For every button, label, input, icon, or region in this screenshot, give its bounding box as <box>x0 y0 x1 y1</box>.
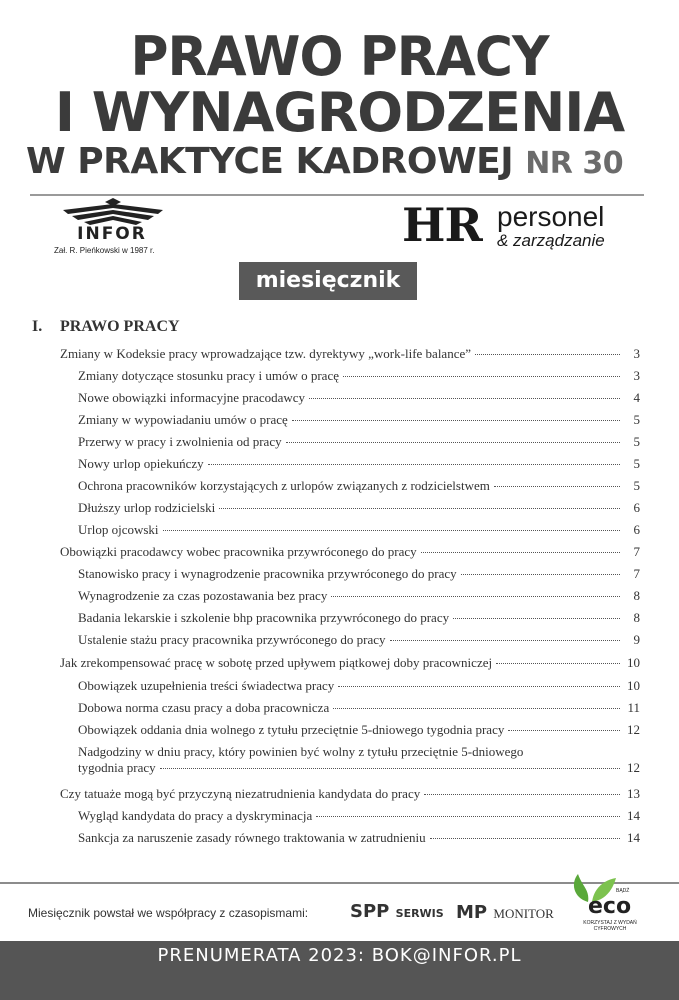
toc-page: 3 <box>633 368 640 383</box>
toc-page: 5 <box>633 456 640 471</box>
toc-page: 5 <box>633 412 640 427</box>
toc-entry[interactable] <box>78 830 640 846</box>
toc-leader <box>453 618 620 619</box>
toc-page: 8 <box>633 588 640 603</box>
mp-mark: MP <box>456 902 488 923</box>
toc-entry[interactable] <box>78 632 640 648</box>
toc-label: Wynagrodzenie za czas pozostawania bez pracy <box>78 588 328 603</box>
periodicity-badge: miesięcznik <box>239 262 417 300</box>
title-line-1: PRAWO PRACY <box>130 25 549 88</box>
hr-logo: HR <box>402 198 482 252</box>
toc-leader <box>286 442 620 443</box>
toc-page: 14 <box>627 830 640 845</box>
toc-label: Jak zrekompensować pracę w sobotę przed upływem piątkowej doby pracowniczej <box>60 655 493 670</box>
toc-label: Stanowisko pracy i wynagrodzenie pracownika przywróconego do pracy <box>78 566 457 581</box>
toc-leader <box>508 730 620 731</box>
toc-label: Obowiązki pracodawcy wobec pracownika przywróconego do pracy <box>60 544 417 559</box>
eco-word: eco <box>588 894 632 919</box>
toc-label: Nowy urlop opiekuńczy <box>78 456 204 471</box>
toc-label: Obowiązek uzupełnienia treści świadectwa pracy <box>78 678 335 693</box>
toc-page: 9 <box>633 632 640 647</box>
toc-leader <box>494 486 620 487</box>
toc-entry[interactable] <box>78 808 640 824</box>
toc-label: Urlop ojcowski <box>78 522 159 537</box>
toc-page: 10 <box>627 678 640 693</box>
toc-page: 7 <box>633 544 640 559</box>
toc-page: 5 <box>633 478 640 493</box>
toc-label: Dobowa norma czasu pracy a doba pracownicza <box>78 700 330 715</box>
toc-page: 5 <box>633 434 640 449</box>
toc-entry[interactable] <box>78 478 640 494</box>
toc-page: 4 <box>633 390 640 405</box>
toc-entry[interactable] <box>78 722 640 738</box>
eco-top-text: BĄDŹ <box>616 888 630 894</box>
toc-entry[interactable] <box>78 522 640 538</box>
toc-entry[interactable] <box>78 566 640 582</box>
toc-leader <box>316 816 620 817</box>
toc-leader <box>292 420 620 421</box>
toc-label: Ochrona pracowników korzystających z urlopów związanych z rodzicielstwem <box>78 478 490 493</box>
toc-entry[interactable] <box>78 412 640 428</box>
toc-entry[interactable] <box>78 678 640 694</box>
toc-leader <box>309 398 620 399</box>
cooperation-note: Miesięcznik powstał we współpracy z czasopismami: <box>28 906 309 920</box>
toc-leader <box>461 574 620 575</box>
toc-label: Wygląd kandydata do pracy a dyskryminacja <box>78 808 313 823</box>
toc-entry[interactable] <box>78 500 640 516</box>
toc-page: 8 <box>633 610 640 625</box>
toc-leader <box>496 663 620 664</box>
infor-name: INFOR <box>77 224 147 244</box>
toc-label-line-2: tygodnia pracy <box>78 760 156 775</box>
monitor-logo <box>456 902 554 923</box>
title-line-2: I WYNAGRODZENIA <box>54 81 625 144</box>
toc-page: 14 <box>627 808 640 823</box>
toc-leader <box>421 552 620 553</box>
toc-entry[interactable] <box>60 346 640 362</box>
toc-page: 10 <box>627 655 640 670</box>
toc-entry[interactable] <box>78 390 640 406</box>
toc-leader <box>219 508 620 509</box>
toc-label: Dłuższy urlop rodzicielski <box>78 500 216 515</box>
toc-label: Czy tatuaże mogą być przyczyną niezatrudnienia kandydata do pracy <box>60 786 421 801</box>
toc-label: Zmiany w Kodeksie pracy wprowadzające tzw. dyrektywy „work-life balance” <box>60 346 472 361</box>
toc-label: Nowe obowiązki informacyjne pracodawcy <box>78 390 306 405</box>
toc-label: Obowiązek oddania dnia wolnego z tytułu przeciętnie 5-dniowego tygodnia pracy <box>78 722 505 737</box>
infor-subtitle: Zał. R. Pieńkowski w 1987 r. <box>54 246 155 255</box>
serwis-mark: SERWIS <box>395 907 444 920</box>
issue-number: NR 30 <box>525 146 624 181</box>
title-line-3 <box>26 141 624 182</box>
personel-logo: personel <box>497 201 605 232</box>
monitor-mark: MONITOR <box>493 906 554 921</box>
toc-entry[interactable] <box>60 544 640 560</box>
subscription-text[interactable]: PRENUMERATA 2023: BOK@INFOR.PL <box>157 945 522 966</box>
toc-page: 13 <box>627 786 640 801</box>
toc-leader <box>333 708 620 709</box>
toc-label-line-1: Nadgodziny w dniu pracy, który powinien być wolny z tytułu przeciętnie 5-dniowego <box>78 744 524 759</box>
toc-leader <box>338 686 620 687</box>
toc-entry[interactable] <box>78 610 640 626</box>
toc-label: Zmiany dotyczące stosunku pracy i umów o pracę <box>78 368 339 383</box>
toc-page: 12 <box>627 722 640 737</box>
toc-page: 12 <box>627 760 640 775</box>
toc-leader <box>343 376 620 377</box>
toc-page: 6 <box>633 522 640 537</box>
toc-entry[interactable] <box>78 588 640 604</box>
toc-page: 6 <box>633 500 640 515</box>
toc-leader <box>331 596 620 597</box>
zarzadzanie-logo: & zarządzanie <box>497 231 605 250</box>
toc-page: 11 <box>627 700 640 715</box>
title-line-3-text: W PRAKTYCE KADROWEJ <box>26 141 514 182</box>
toc-leader <box>208 464 620 465</box>
toc-label: Zmiany w wypowiadaniu umów o pracę <box>78 412 288 427</box>
section-heading <box>32 318 180 336</box>
toc-leader <box>390 640 620 641</box>
eco-logo <box>566 870 650 936</box>
toc-entry[interactable] <box>78 700 640 716</box>
toc-entry[interactable] <box>78 744 640 776</box>
toc-page: 3 <box>633 346 640 361</box>
toc-entry[interactable] <box>78 456 640 472</box>
toc-entry[interactable] <box>60 655 640 671</box>
eco-subtitle: KORZYSTAJ Z WYDAŃ CYFROWYCH <box>583 920 637 932</box>
toc-leader <box>475 354 620 355</box>
toc-label: Badania lekarskie i szkolenie bhp pracownika przywróconego do pracy <box>78 610 450 625</box>
spp-serwis-logo <box>350 901 444 922</box>
section-number: I. <box>32 318 43 335</box>
toc-entry[interactable] <box>78 368 640 384</box>
toc-label: Przerwy w pracy i zwolnienia od pracy <box>78 434 282 449</box>
infor-book-icon <box>58 198 168 226</box>
toc-label: Ustalenie stażu pracy pracownika przywróconego do pracy <box>78 632 386 647</box>
toc-entry[interactable] <box>60 786 640 802</box>
infor-logo <box>52 198 182 260</box>
spp-mark: SPP <box>350 901 390 922</box>
toc-leader <box>160 768 620 769</box>
header-divider <box>30 194 644 196</box>
section-title: PRAWO PRACY <box>60 318 180 335</box>
toc-page: 7 <box>633 566 640 581</box>
toc-leader <box>163 530 620 531</box>
toc-entry[interactable] <box>78 434 640 450</box>
toc-leader <box>430 838 620 839</box>
toc-leader <box>424 794 620 795</box>
toc-label: Sankcja za naruszenie zasady równego traktowania w zatrudnieniu <box>78 830 426 845</box>
